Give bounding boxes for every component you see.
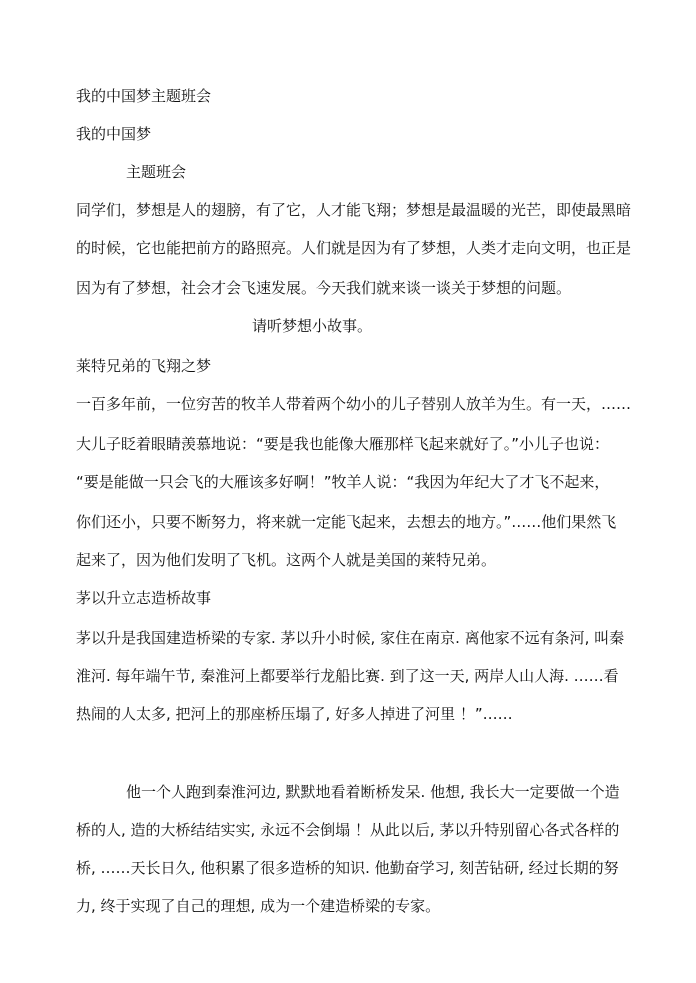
story1-line: 大儿子眨着眼睛羡慕地说：“要是我也能像大雁那样飞起来就好了。”小儿子也说： xyxy=(76,435,610,453)
story2-cont-line: 桥, ……天长日久, 他积累了很多造桥的知识. 他勤奋学习, 刻苦钻研, 经过长期的努 xyxy=(76,859,619,877)
section-label: 主题班会 xyxy=(126,163,187,181)
story2-cont-line: 他一个人跑到秦淮河边, 默默地看着断桥发呆. 他想, 我长大一定要做一个造 xyxy=(126,783,620,801)
story2-heading: 茅以升立志造桥故事 xyxy=(76,589,212,607)
story1-line: 你们还小，只要不断努力，将来就一定能飞起来，去想去的地方。”……他们果然飞 xyxy=(76,513,617,531)
story1-line: “要是能做一只会飞的大雁该多好啊！”牧羊人说：“我因为年纪大了才飞不起来， xyxy=(76,473,610,491)
document-title: 我的中国梦主题班会 xyxy=(76,87,212,105)
story1-heading: 莱特兄弟的飞翔之梦 xyxy=(76,357,212,375)
story1-line: 一百多年前，一位穷苦的牧羊人带着两个幼小的儿子替别人放羊为生。有一天，…… xyxy=(76,395,632,413)
story2-line: 茅以升是我国建造桥梁的专家. 茅以升小时候, 家住在南京. 离他家不远有条河, 叫秦 xyxy=(76,629,625,647)
intro-line: 的时候，它也能把前方的路照亮。人们就是因为有了梦想，人类才走向文明，也正是 xyxy=(76,239,632,257)
document-subtitle: 我的中国梦 xyxy=(76,125,152,143)
story2-cont-line: 桥的人, 造的大桥结结实实, 永远不会倒塌 ！从此以后, 茅以升特别留心各式各样的 xyxy=(76,821,620,839)
story2-line: 淮河. 每年端午节, 秦淮河上都要举行龙船比赛. 到了这一天, 两岸人山人海. ……看 xyxy=(76,667,619,685)
intro-line: 因为有了梦想，社会才会飞速发展。今天我们就来谈一谈关于梦想的问题。 xyxy=(76,279,572,297)
story2-cont-line: 力, 终于实现了自己的理想, 成为一个建造桥梁的专家。 xyxy=(76,897,441,915)
centered-prompt: 请听梦想小故事。 xyxy=(252,317,373,335)
story2-line: 热闹的人太多, 把河上的那座桥压塌了, 好多人掉进了河里 ！”…… xyxy=(76,705,513,723)
intro-line: 同学们，梦想是人的翅膀，有了它，人才能飞翔；梦想是最温暖的光芒，即使最黑暗 xyxy=(76,201,632,219)
story1-line: 起来了，因为他们发明了飞机。这两个人就是美国的莱特兄弟。 xyxy=(76,551,497,569)
